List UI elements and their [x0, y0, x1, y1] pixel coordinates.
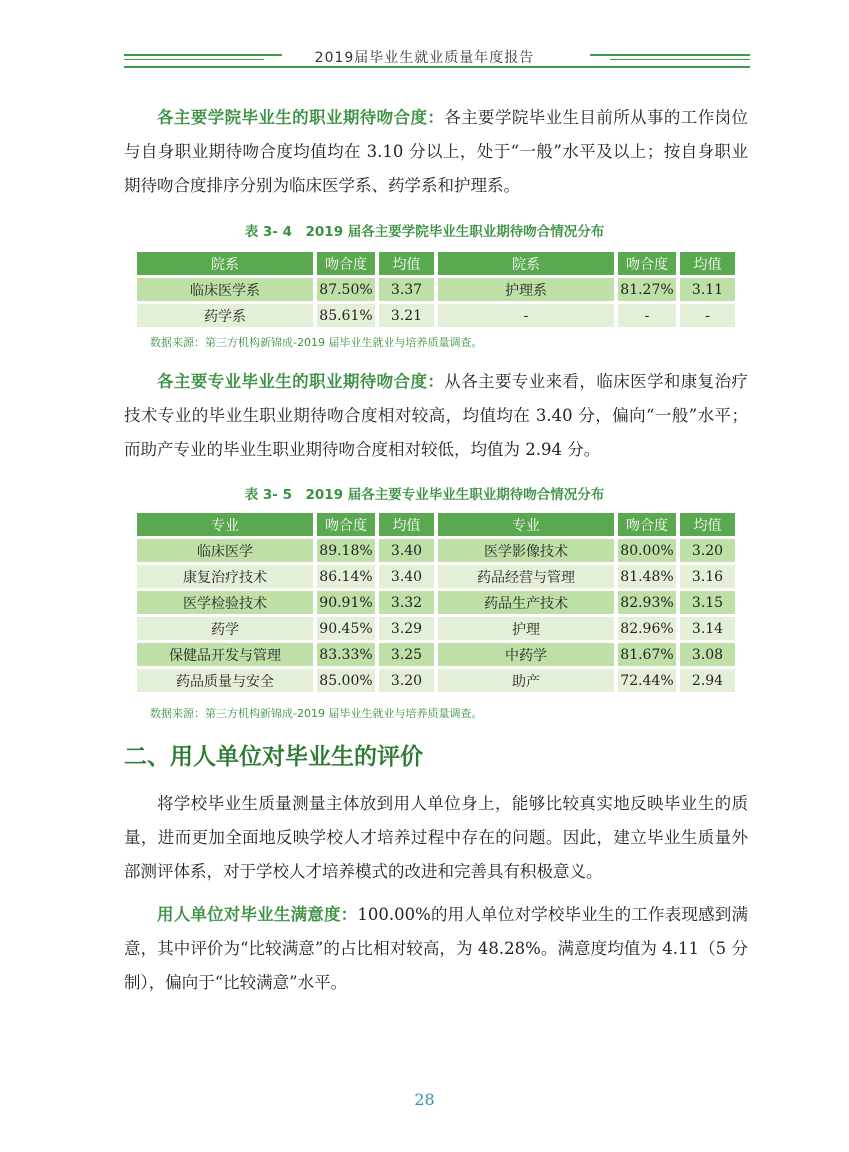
- table-cell: 3.37: [379, 278, 434, 301]
- table-cell: 中药学: [438, 643, 614, 666]
- table-cell: 3.40: [379, 565, 434, 588]
- college-fit-table: [133, 249, 739, 330]
- table-caption: 表 3- 4 2019 届各主要学院毕业生职业期待吻合情况分布: [244, 224, 605, 240]
- table-cell: 护理系: [438, 278, 614, 301]
- table-cell: -: [618, 304, 676, 327]
- table-cell: 3.16: [680, 565, 735, 588]
- header-cell: 专业: [438, 513, 614, 536]
- table-cell: 医学检验技术: [137, 591, 313, 614]
- major-fit-table: [133, 510, 739, 695]
- table-header-row: [137, 513, 735, 536]
- header-cell: 均值: [680, 513, 735, 536]
- paragraph-text: 各主要学院毕业生目前所从事的工作岗位与自身职业期待吻合度均值均在 3.10 分以上，处于“一般”水平及以上；按自身职业期待吻合度排序分别为临床医学系、药学系和护理系。: [124, 108, 749, 195]
- table-cell: 90.91%: [317, 591, 375, 614]
- paragraph-text: 100.00%的用人单位对学校毕业生的工作表现感到满意，其中评价为“比较满意”的占比相对较高，为 48.28%。满意度均值为 4.11（5 分制），偏向于“比较满意”水平。: [124, 905, 748, 992]
- table-cell: 3.29: [379, 617, 434, 640]
- table-cell: 85.61%: [317, 304, 375, 327]
- page-number: 28: [414, 1090, 435, 1109]
- table-cell: 保健品开发与管理: [137, 643, 313, 666]
- table-cell: 81.27%: [618, 278, 676, 301]
- table-cell: 3.11: [680, 278, 735, 301]
- paragraph-text: 从各主要专业来看，临床医学和康复治疗技术专业的毕业生职业期待吻合度相对较高，均值均在 3.40 分，偏向“一般”水平；而助产专业的毕业生职业期待吻合度相对较低，均值为 2.94 分。: [124, 372, 749, 459]
- table-cell: 2.94: [680, 669, 735, 692]
- header-title: 2019届毕业生就业质量年度报告: [314, 50, 535, 66]
- table-row: [137, 278, 735, 301]
- table-cell: 3.15: [680, 591, 735, 614]
- table-cell: 药学系: [137, 304, 313, 327]
- header-cell: 吻合度: [317, 252, 375, 275]
- table-caption: 表 3- 5 2019 届各主要专业毕业生职业期待吻合情况分布: [244, 487, 605, 503]
- paragraph-major-fit: [124, 365, 748, 467]
- paragraph-employer-satisfaction: [124, 898, 748, 1000]
- header-cell: 吻合度: [618, 513, 676, 536]
- header-cell: 院系: [438, 252, 614, 275]
- header-cell: 专业: [137, 513, 313, 536]
- paragraph-lead: 各主要专业毕业生的职业期待吻合度：: [157, 372, 445, 391]
- table-cell: 85.00%: [317, 669, 375, 692]
- table-cell: 临床医学系: [137, 278, 313, 301]
- table-row: [137, 539, 735, 562]
- paragraph-college-fit: [124, 101, 748, 203]
- table-cell: 康复治疗技术: [137, 565, 313, 588]
- paragraph-lead: 用人单位对毕业生满意度：: [157, 905, 358, 924]
- table-cell: 90.45%: [317, 617, 375, 640]
- section-heading: 二、用人单位对毕业生的评价: [124, 744, 423, 770]
- table-cell: 3.25: [379, 643, 434, 666]
- header-cell: 均值: [379, 513, 434, 536]
- paragraph-employer-intro: 将学校毕业生质量测量主体放到用人单位身上，能够比较真实地反映毕业生的质量，进而更加全面地反映学校人才培养过程中存在的问题。因此，建立毕业生质量外部测评体系，对于学校人才培养模式的改进和完善具有积极意义。: [124, 794, 748, 881]
- table-cell: 医学影像技术: [438, 539, 614, 562]
- table-row: [137, 304, 735, 327]
- table-cell: 助产: [438, 669, 614, 692]
- table-cell: 83.33%: [317, 643, 375, 666]
- table-cell: 3.21: [379, 304, 434, 327]
- table-cell: 护理: [438, 617, 614, 640]
- paragraph-lead: 各主要学院毕业生的职业期待吻合度：: [157, 108, 445, 127]
- table-header-row: [137, 252, 735, 275]
- table-cell: 72.44%: [618, 669, 676, 692]
- table-cell: 3.08: [680, 643, 735, 666]
- table-row: [137, 643, 735, 666]
- header-cell: 院系: [137, 252, 313, 275]
- table-cell: 86.14%: [317, 565, 375, 588]
- table-row: [137, 591, 735, 614]
- table-cell: 药学: [137, 617, 313, 640]
- table-cell: 87.50%: [317, 278, 375, 301]
- table-row: [137, 669, 735, 692]
- header-cell: 均值: [680, 252, 735, 275]
- header-cell: 吻合度: [317, 513, 375, 536]
- table-row: [137, 565, 735, 588]
- table-cell: 药品经营与管理: [438, 565, 614, 588]
- table-cell: 3.32: [379, 591, 434, 614]
- header-cell: 吻合度: [618, 252, 676, 275]
- table-cell: 3.14: [680, 617, 735, 640]
- table-cell: 82.96%: [618, 617, 676, 640]
- table-row: [137, 617, 735, 640]
- table-cell: 80.00%: [618, 539, 676, 562]
- table-cell: -: [680, 304, 735, 327]
- header-cell: 均值: [379, 252, 434, 275]
- table-cell: 89.18%: [317, 539, 375, 562]
- table-cell: 药品质量与安全: [137, 669, 313, 692]
- table-cell: 3.40: [379, 539, 434, 562]
- table-cell: 药品生产技术: [438, 591, 614, 614]
- table-cell: 81.67%: [618, 643, 676, 666]
- table-cell: 3.20: [379, 669, 434, 692]
- table-cell: 3.20: [680, 539, 735, 562]
- table-cell: 81.48%: [618, 565, 676, 588]
- table-cell: 临床医学: [137, 539, 313, 562]
- table-cell: 82.93%: [618, 591, 676, 614]
- table-cell: -: [438, 304, 614, 327]
- table-source: 数据来源：第三方机构新锦成-2019 届毕业生就业与培养质量调查。: [150, 336, 483, 349]
- table-source: 数据来源：第三方机构新锦成-2019 届毕业生就业与培养质量调查。: [150, 707, 483, 720]
